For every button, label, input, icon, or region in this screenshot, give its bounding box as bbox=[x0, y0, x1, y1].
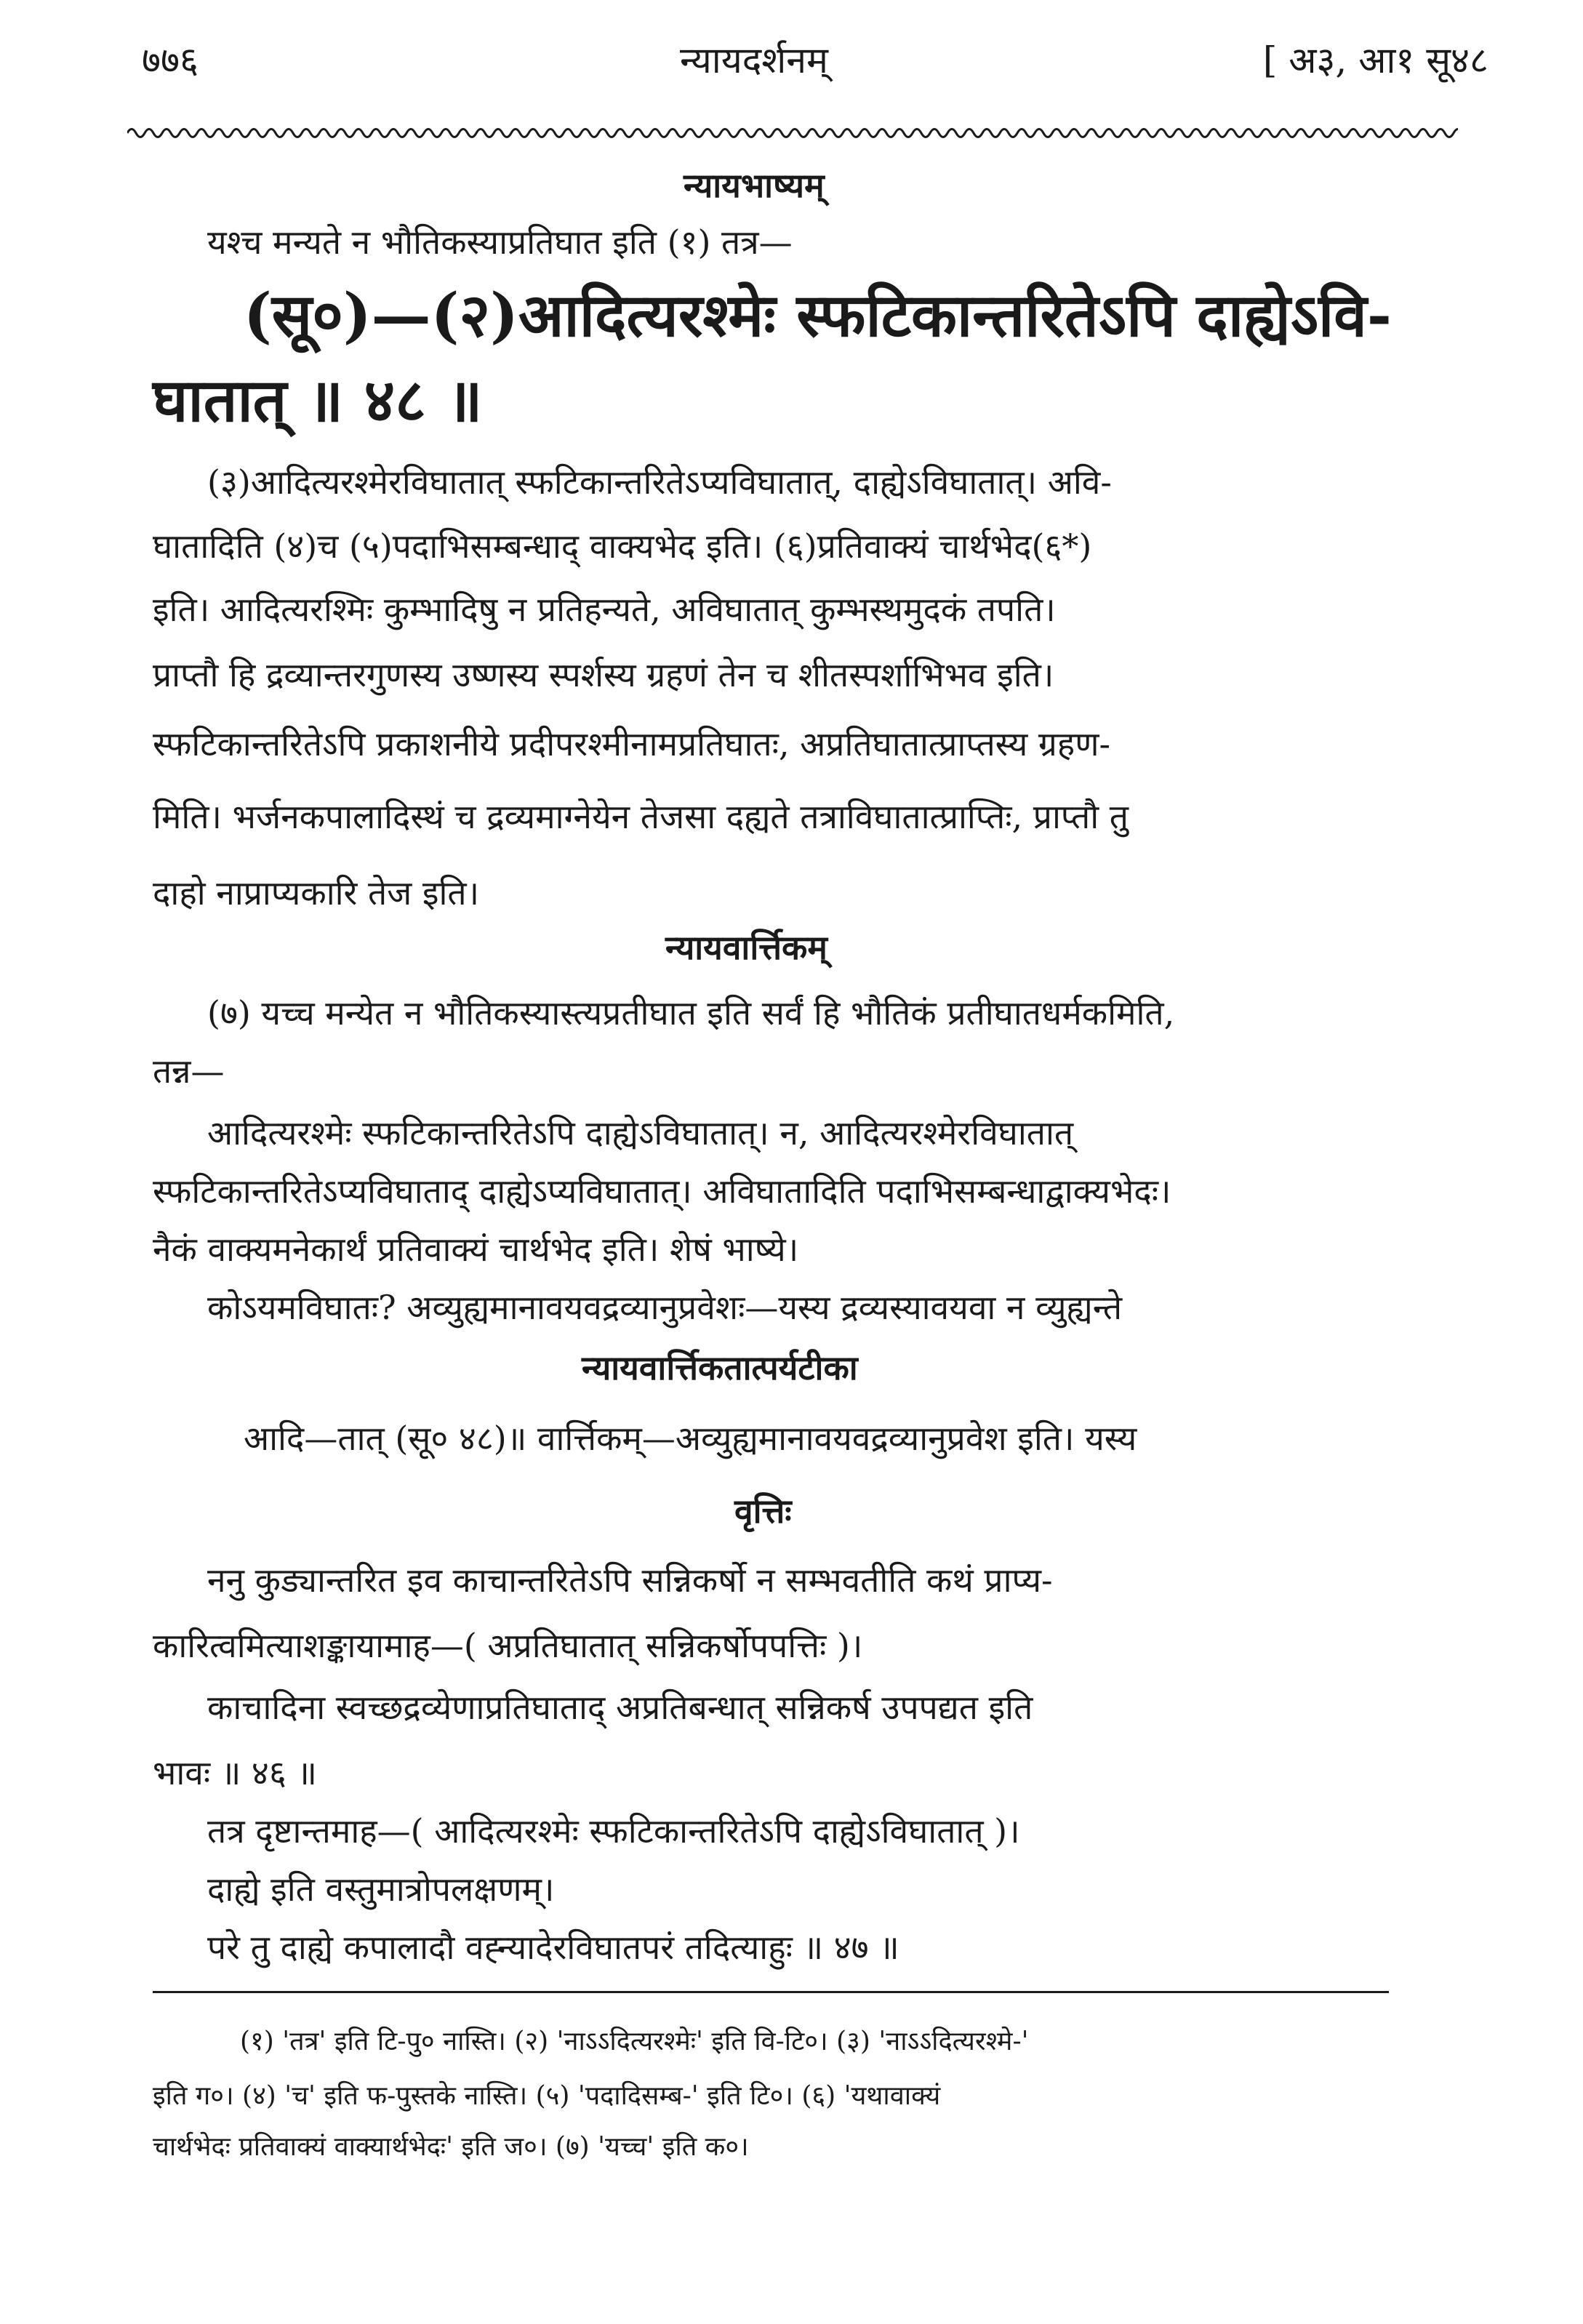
vritti-line: तत्र दृष्टान्तमाह—( आदित्यरश्मेः स्फटिकान्तरितेऽपि दाह्येऽविघातात् )। bbox=[207, 1811, 1020, 1851]
bhashya-line: प्राप्तौ हि द्रव्यान्तरगुणस्य उष्णस्य स्पर्शस्य ग्रहणं तेन च शीतस्पर्शाभिभव इति। bbox=[153, 655, 1054, 694]
footnote-line: इति ग०। (४) 'च' इति फ-पुस्तके नास्ति। (५) 'पदादिसम्ब-' इति टि०। (६) 'यथावाक्यं bbox=[153, 2081, 941, 2111]
vritti-line: दाह्ये इति वस्तुमात्रोपलक्षणम्। bbox=[207, 1870, 555, 1909]
tika-line: आदि—तात् (सू० ४८)॥ वार्त्तिकम्—अव्युह्यमानावयवद्रव्यानुप्रवेश इति। यस्य bbox=[244, 1419, 1137, 1458]
vartika-line: आदित्यरश्मेः स्फटिकान्तरितेऽपि दाह्येऽविघातात्। न, आदित्यरश्मेरविघातात् bbox=[207, 1113, 1074, 1153]
vritti-line: कारित्वमित्याशङ्कायामाह—( अप्रतिघातात् सन्निकर्षोपपत्तिः )। bbox=[153, 1626, 863, 1665]
bhashya-line: दाहो नाप्राप्यकारि तेज इति। bbox=[153, 873, 480, 913]
page-number: ७७६ bbox=[142, 39, 199, 81]
vartika-line: तन्न— bbox=[153, 1051, 225, 1091]
vartika-line: कोऽयमविघातः? अव्युह्यमानावयवद्रव्यानुप्रवेशः—यस्य द्रव्यस्यावयवा न व्युह्यन्ते bbox=[207, 1288, 1123, 1327]
running-title: न्यायदर्शनम् bbox=[680, 39, 828, 81]
bhashya-intro: यश्च मन्यते न भौतिकस्याप्रतिघात इति (१) तत्र— bbox=[207, 223, 793, 262]
sutra-line-1: (सू०)—(२)आदित्यरश्मेः स्फटिकान्तरितेऽपि दाह्येऽवि- bbox=[244, 281, 1392, 350]
bhashya-line: स्फटिकान्तरितेऽपि प्रकाशनीये प्रदीपरश्मीनामप्रतिघातः, अप्रतिघातात्प्राप्तस्य ग्रहण- bbox=[153, 724, 1111, 764]
bhashya-line: घातादिति (४)च (५)पदाभिसम्बन्धाद् वाक्यभेद इति। (६)प्रतिवाक्यं चार्थभेद(६*) bbox=[153, 526, 1092, 566]
sutra-line-2: घातात् ॥ ४८ ॥ bbox=[153, 366, 483, 436]
footnote-rule bbox=[153, 1991, 1389, 1993]
vritti-line: काचादिना स्वच्छद्रव्येणाप्रतिघाताद् अप्रतिबन्धात् सन्निकर्ष उपपद्यत इति bbox=[207, 1688, 1033, 1727]
vritti-line: परे तु दाह्ये कपालादौ वह्न्यादेरविघातपरं तदित्याहुः ॥ ४७ ॥ bbox=[207, 1928, 899, 1967]
vritti-line: ननु कुड्यान्तरित इव काचान्तरितेऽपि सन्निकर्षो न सम्भवतीति कथं प्राप्य- bbox=[207, 1560, 1053, 1600]
vritti-heading: वृत्तिः bbox=[734, 1491, 792, 1531]
vartika-heading: न्यायवार्त्तिकम् bbox=[665, 928, 827, 967]
vartika-line: नैकं वाक्यमनेकार्थं प्रतिवाक्यं चार्थभेद इति। शेषं भाष्ये। bbox=[153, 1230, 799, 1269]
vritti-line: भावः ॥ ४६ ॥ bbox=[153, 1753, 317, 1792]
bhashya-line: मिति। भर्जनकपालादिस्थं च द्रव्यमाग्नेयेन तेजसा दह्यते तत्राविघातात्प्राप्तिः, प्राप्तौ तु bbox=[153, 797, 1129, 836]
section-reference: [ अ३, आ१ सू४८ bbox=[1262, 39, 1488, 81]
bhashya-line: (३)आदित्यरश्मेरविघातात् स्फटिकान्तरितेऽप्यविघातात्, दाह्येऽविघातात्। अवि- bbox=[207, 462, 1112, 502]
footnote-line: चार्थभेदः प्रतिवाक्यं वाक्यार्थभेदः' इति ज०। (७) 'यच्च' इति क०। bbox=[153, 2132, 749, 2162]
footnote-line: (१) 'तत्र' इति टि-पु० नास्ति। (२) 'नाऽऽदित्यरश्मेः' इति वि-टि०। (३) 'नाऽऽदित्यरश्मे-' bbox=[240, 2027, 1029, 2056]
bhashya-heading: न्यायभाष्यम् bbox=[684, 166, 825, 205]
bhashya-line: इति। आदित्यरश्मिः कुम्भादिषु न प्रतिहन्यते, अविघातात् कुम्भस्थमुदकं तपति। bbox=[153, 590, 1056, 629]
header-wavy-rule bbox=[127, 122, 1458, 144]
vartika-line: (७) यच्च मन्येत न भौतिकस्यास्त्यप्रतीघात इति सर्वं हि भौतिकं प्रतीघातधर्मकमिति, bbox=[207, 993, 1175, 1033]
vartika-line: स्फटिकान्तरितेऽप्यविघाताद् दाह्येऽप्यविघातात्। अविघातादिति पदाभिसम्बन्धाद्वाक्यभेदः। bbox=[153, 1171, 1171, 1211]
tika-heading: न्यायवार्त्तिकतात्पर्यटीका bbox=[582, 1348, 858, 1387]
